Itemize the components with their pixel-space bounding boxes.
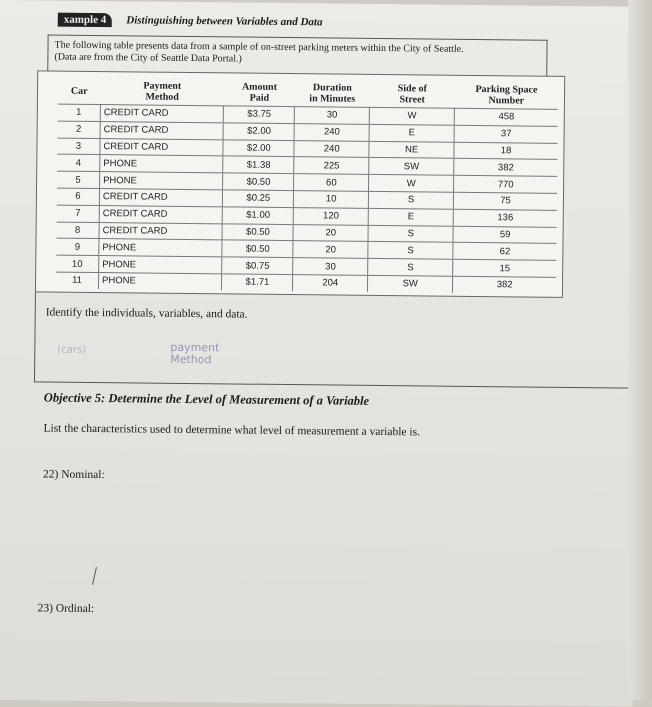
header-duration: Duration in Minutes [309, 82, 356, 105]
cell-space: 59 [453, 226, 556, 244]
cell-duration: 240 [294, 123, 369, 141]
intro-box [47, 35, 547, 76]
cell-amount: $1.71 [222, 274, 293, 291]
cell-car: 3 [57, 138, 100, 155]
cell-duration: 30 [295, 107, 370, 125]
cell-side: S [368, 259, 453, 277]
cell-space: 136 [453, 209, 556, 227]
cell-space: 75 [454, 192, 557, 210]
cell-duration: 30 [293, 258, 368, 276]
identify-prompt: Identify the individuals, variables, and data. [45, 306, 248, 321]
cell-amount: $1.00 [223, 207, 294, 225]
cell-duration: 20 [293, 241, 368, 259]
pencil-mark [92, 567, 97, 585]
cell-car: 10 [56, 255, 99, 272]
example-title: Distinguishing between Variables and Data [126, 14, 323, 29]
cell-space: 770 [454, 175, 557, 193]
cell-duration: 240 [294, 140, 369, 158]
cell-side: S [369, 191, 454, 209]
cell-duration: 60 [294, 174, 369, 192]
header-side-of-street: Side of Street [397, 83, 427, 106]
cell-side: W [369, 175, 454, 193]
question-23: 23) Ordinal: [37, 602, 95, 616]
cell-car: 9 [56, 238, 99, 255]
parking-table [56, 78, 558, 294]
cell-method: PHONE [99, 239, 223, 257]
cell-side: SW [369, 158, 454, 176]
cell-method: CREDIT CARD [99, 222, 223, 240]
cell-method: PHONE [100, 155, 224, 173]
header-parking-space: Parking Space Number [475, 83, 538, 107]
cell-car: 5 [57, 171, 100, 188]
answer-box [34, 292, 635, 388]
cell-car: 4 [57, 155, 100, 172]
question-22: 22) Nominal: [42, 468, 105, 482]
cell-amount: $0.75 [222, 257, 293, 275]
cell-method: CREDIT CARD [99, 189, 223, 207]
cell-space: 37 [454, 125, 557, 143]
cell-car: 8 [57, 222, 100, 239]
intro-line-2: (Data are from the City of Seattle Data Portal.) [54, 51, 242, 65]
cell-space: 382 [454, 159, 557, 177]
cell-space: 15 [453, 259, 556, 277]
cell-space: 62 [453, 243, 556, 261]
cell-side: S [368, 242, 453, 260]
cell-amount: $0.50 [223, 173, 294, 191]
cell-method: CREDIT CARD [100, 138, 224, 156]
cell-space: 18 [454, 142, 557, 160]
handwriting-payment-method: payment Method [170, 340, 220, 367]
cell-side: SW [368, 275, 453, 292]
cell-space: 458 [454, 108, 557, 126]
header-amount-paid: Amount Paid [241, 81, 278, 104]
cell-duration: 10 [294, 191, 369, 209]
handwriting-cars: (cars) [57, 344, 87, 356]
cell-car: 6 [57, 188, 100, 205]
cell-method: PHONE [98, 273, 222, 291]
cell-amount: $0.50 [222, 223, 293, 241]
cell-method: CREDIT CARD [99, 205, 223, 223]
header-payment-method: Payment Method [143, 80, 182, 103]
cell-amount: $0.25 [223, 190, 294, 208]
objective-title: Objective 5: Determine the Level of Measurement of a Variable [43, 390, 370, 408]
cell-method: PHONE [99, 256, 223, 274]
intro-line-1: The following table presents data from a sample of on-street parking meters within the City of Seattle. [54, 39, 464, 55]
cell-side: S [368, 225, 453, 243]
cell-side: E [368, 208, 453, 226]
cell-duration: 204 [293, 275, 368, 292]
cell-side: W [369, 107, 454, 125]
cell-method: PHONE [100, 172, 224, 190]
example-header [58, 13, 323, 30]
cell-amount: $2.00 [224, 123, 295, 141]
cell-amount: $3.75 [224, 106, 295, 124]
cell-duration: 20 [293, 224, 368, 242]
objective-instruction: List the characteristics used to determine what level of measurement a variable is. [43, 422, 421, 439]
cell-car: 2 [58, 121, 101, 138]
cell-car: 11 [56, 272, 99, 289]
cell-duration: 120 [293, 207, 368, 225]
header-car: Car [70, 85, 88, 97]
cell-duration: 225 [294, 157, 369, 175]
cell-amount: $1.38 [223, 156, 294, 174]
cell-amount: $0.50 [222, 240, 293, 258]
cell-amount: $2.00 [223, 139, 294, 157]
cell-side: E [369, 124, 454, 142]
example-tab: xample 4 [58, 13, 113, 28]
cell-car: 1 [58, 104, 101, 121]
cell-space: 382 [453, 276, 556, 293]
parking-table-box [35, 70, 565, 298]
cell-side: NE [369, 141, 454, 159]
cell-method: CREDIT CARD [100, 121, 224, 139]
page-edge [628, 0, 652, 700]
cell-method: CREDIT CARD [100, 105, 224, 123]
cell-car: 7 [57, 205, 100, 222]
